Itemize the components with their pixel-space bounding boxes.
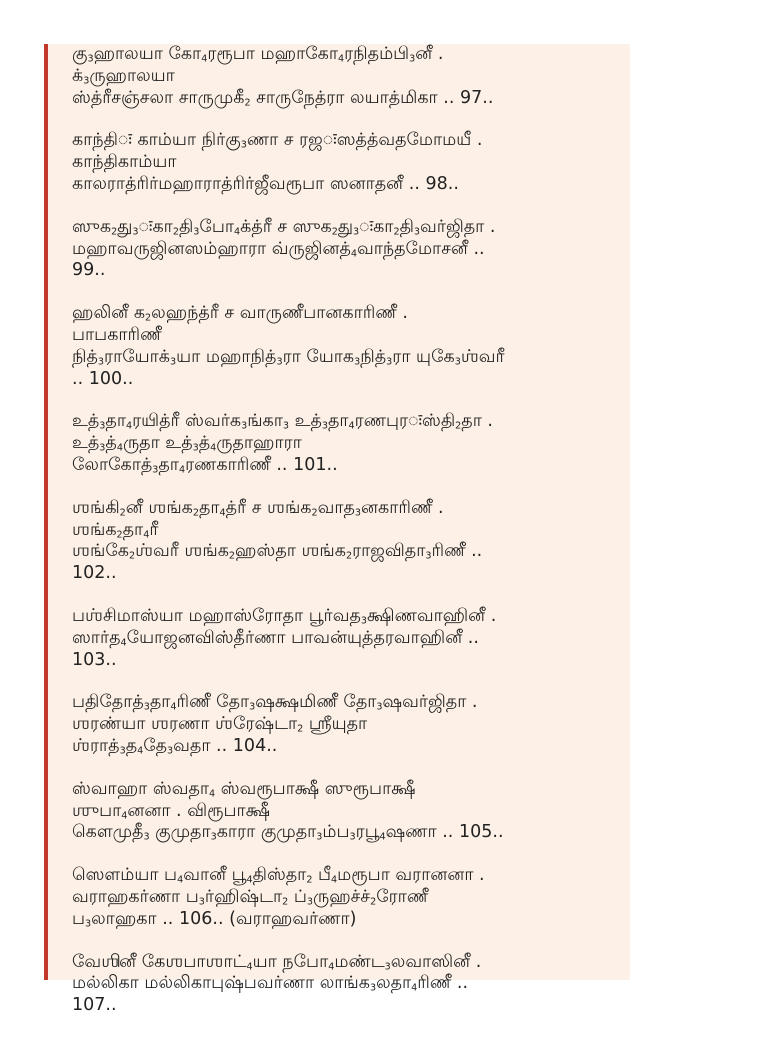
verse-line: .. 100.. — [72, 368, 134, 389]
verse-block — [72, 498, 624, 585]
verse-line: ஸதரசஞசல சரமக$_2$ சரநதர லயதமக .. 97.. — [72, 87, 494, 108]
verse-line: ஶஙக$_2$த$_4$ர — [72, 519, 159, 540]
verse-line: கமத$_3$ கமத$_3$கர கமத$_3$மப$_3$ரப$_4$ஷண .. 105.. — [72, 822, 504, 843]
verse-block — [72, 606, 624, 671]
verse-line: ஸக$_2$த$_3$ःக$_2$த$_3$ப$_4$கதர ச ஸக$_2$த$_3$ःக$_2$த$_3$வரஜத . — [72, 216, 496, 238]
verse-line: 107.. — [72, 995, 117, 1016]
verse-block — [72, 130, 624, 195]
verse-line: மலலக மலலகபஷபவரண லஙக$_3$லத$_4$ரண .. — [72, 973, 469, 994]
verse-line: நத$_3$ரயக$_3$ய மஹநத$_3$ர யக$_3$நத$_3$ர யக$_3$ஶவர — [72, 346, 505, 368]
verse-line: ஶஙக$_2$ன ஶஙக$_2$த$_4$தர ச ஶஙக$_2$வத$_3$னகரண . — [72, 497, 444, 519]
verse-line: 103.. — [72, 649, 117, 670]
document-page — [44, 44, 630, 1016]
verse-line: பஶசமஸய மஹஸரத பரவத$_3$கணவஹன . — [72, 605, 497, 627]
verse-line: லகத$_3$த$_4$ரணகரண .. 101.. — [72, 454, 338, 476]
verse-block — [72, 217, 624, 282]
verse-line: 99.. — [72, 260, 106, 281]
verse-line: ஸரத$_4$யஜனவஸதரண பவனயததரவஹன .. — [72, 627, 479, 649]
verse-block — [72, 865, 624, 930]
verse-line: வரஹகரண ப$_3$ரஹஷட$_2$ ப$_3$ரஹசச$_2$ரண — [72, 886, 429, 908]
verse-block — [72, 692, 624, 757]
verse-line: ப$_3$லஹக .. 106.. (வரஹவரண) — [72, 908, 357, 930]
verse-line: உத$_3$த$_4$ரத உத$_3$த$_4$ரதஹர — [72, 433, 302, 454]
verse-block — [72, 303, 624, 390]
verse-line: ஸமய ப$_4$வன ப$_4$தஸத$_2$ ப$_4$மரப வரனன . — [72, 865, 485, 886]
verse-line: உத$_3$த$_4$ரயதர ஸவரக$_3$ஙக$_3$ உத$_3$த$_4$ரணபரःஸத$_2$த . — [72, 411, 493, 432]
verse-line: வஶன கஶபஶட$_4$ய நப$_4$மணட$_3$லவஸன . — [72, 951, 482, 972]
verse-line: ஶரத$_3$த$_4$த$_3$வத .. 104.. — [72, 735, 278, 757]
verse-block — [72, 44, 624, 109]
verse-line: ஶப$_4$னன . வரபக — [72, 800, 271, 821]
verse-block — [72, 411, 624, 476]
verse-line: பததத$_3$த$_4$ரண த$_3$ஷகமண த$_3$ஷவரஜத . — [72, 692, 478, 713]
verse-list — [72, 44, 624, 1038]
verse-block — [72, 779, 624, 844]
verse-line: கநதகமய — [72, 152, 177, 173]
verse-line: கநதः கமய நரக$_3$ண ச ரஜःஸததவதமமய . — [72, 130, 483, 151]
verse-line: ஶரணய ஶரண ஶரஷட$_2$ ஶயத — [72, 714, 368, 735]
verse-line: ஹலன க$_2$லஹநதர ச வரணபனகரண . — [72, 303, 408, 324]
left-margin-rule — [44, 44, 48, 980]
verse-line: பபகரண — [72, 324, 162, 345]
verse-line: க$_3$ஹலய க$_4$ரரப மஹக$_4$ரநதமப$_3$ன . — [72, 44, 444, 65]
verse-line: மஹவரஜனஸமஹர வரஜனத$_4$வநதமசன .. — [72, 238, 485, 259]
verse-line: ஸவஹ ஸவத$_4$ ஸவரபக ஸரபக — [72, 778, 416, 800]
verse-line: 102.. — [72, 563, 117, 584]
verse-line: கலரதரரமஹரதரரஜவரப ஸனதன .. 98.. — [72, 173, 459, 194]
verse-line: ஶஙக$_2$ஶவர ஶஙக$_2$ஹஸத ஶஙக$_2$ரஜவத$_3$ரண .. — [72, 541, 483, 562]
verse-block — [72, 952, 624, 1017]
verse-line: க$_3$ரஹலய — [72, 65, 175, 87]
